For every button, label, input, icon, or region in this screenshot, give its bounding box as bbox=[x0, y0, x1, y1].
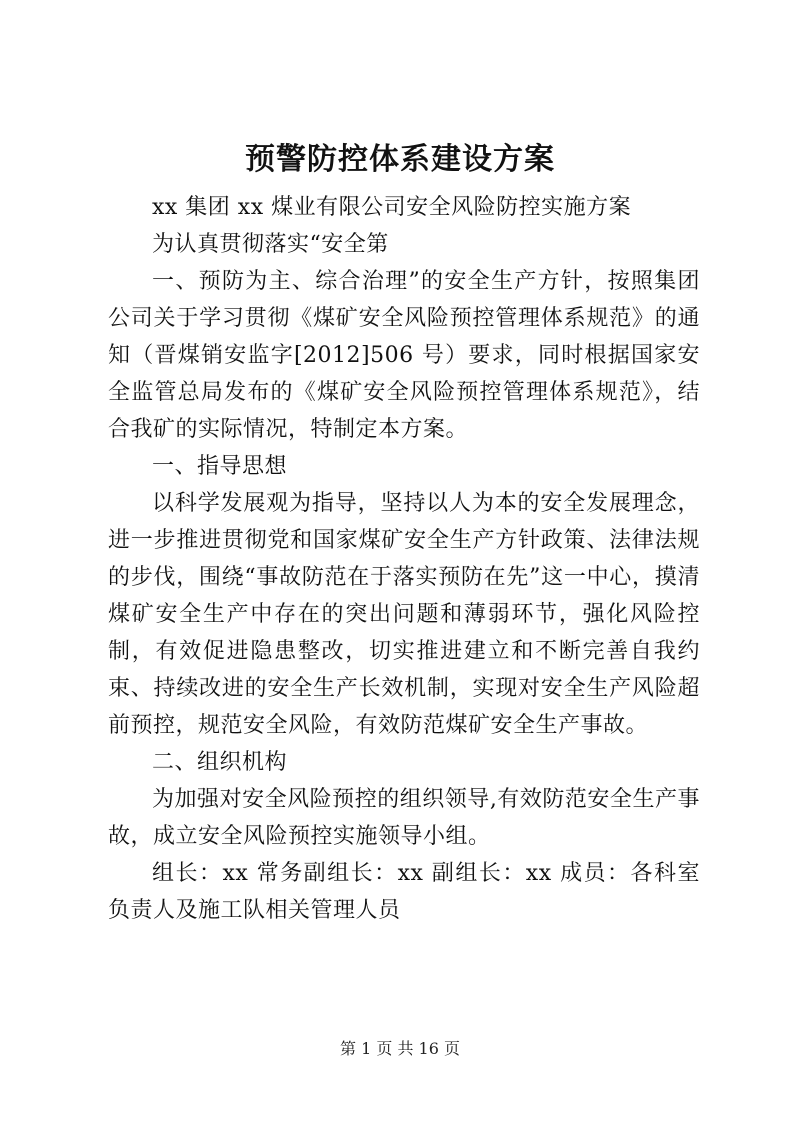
page-number-footer: 第 1 页 共 16 页 bbox=[340, 1039, 460, 1058]
section-heading-organization: 二、组织机构 bbox=[152, 750, 288, 775]
document-title: 预警防控体系建设方案 bbox=[245, 142, 555, 177]
paragraph-guiding-thought: 以科学发展观为指导，坚持以人为本的安全发展理念，进一步推进贯彻党和国家煤矿安全生产方针政策、法律法规的步伐，围绕“事故防范在于落实预防在先”这一中心，摸清煤矿安全生产中存在的突出问题和薄弱环节，强化风险控制，有效促进隐患整改，切实推进建立和不断完善自我约束、持续改进的安全生产长效机制，实现对安全生产风险超前预控，规范安全风险，有效防范煤矿安全生产事故。 bbox=[108, 491, 700, 738]
document-body bbox=[108, 189, 700, 929]
paragraph-policy: 一、预防为主、综合治理”的安全生产方针，按照集团公司关于学习贯彻《煤矿安全风险预控管理体系规范》的通知（晋煤销安监字[2012]506 号）要求，同时根据国家安全监管总局发布的《煤矿安全风险预控管理体系规范》，结合我矿的实际情况，特制定本方案。 bbox=[108, 269, 700, 442]
paragraph-intro: 为认真贯彻落实“安全第 bbox=[152, 232, 389, 257]
paragraph-members: 组长：xx 常务副组长：xx 副组长：xx 成员：各科室负责人及施工队相关管理人员 bbox=[108, 861, 700, 923]
section-heading-guiding-thought: 一、指导思想 bbox=[152, 454, 288, 479]
paragraph-subtitle: xx 集团 xx 煤业有限公司安全风险防控实施方案 bbox=[152, 195, 632, 220]
paragraph-organization: 为加强对安全风险预控的组织领导,有效防范安全生产事故，成立安全风险预控实施领导小组。 bbox=[108, 787, 700, 849]
